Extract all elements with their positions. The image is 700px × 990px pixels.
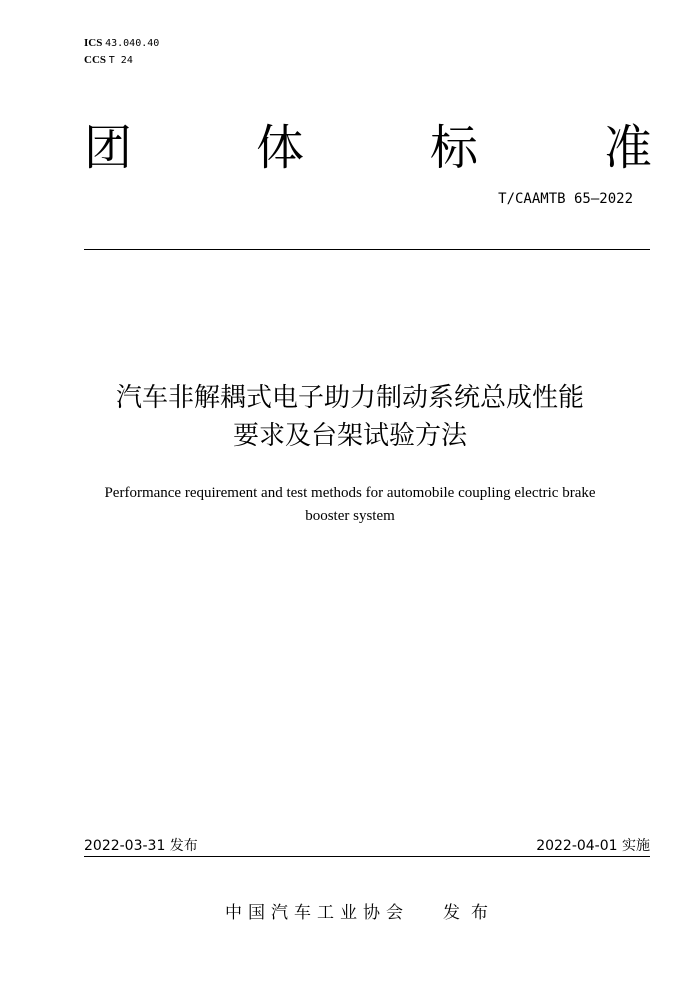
issued-label: 发布 — [443, 903, 499, 923]
ics-code — [84, 35, 159, 52]
ics-label: ICS — [84, 37, 103, 49]
chinese-title-line-1: 汽车非解耦式电子助力制动系统总成性能 — [115, 383, 584, 413]
chinese-title-line-2: 要求及台架试验方法 — [232, 421, 467, 451]
standard-type-heading — [84, 118, 654, 180]
issuing-organization: 中国汽车工业协会 — [225, 903, 409, 923]
ccs-value: T 24 — [108, 55, 133, 66]
english-title-line-1: Performance requirement and test methods for automobile coupling electric brake — [104, 485, 596, 501]
top-divider — [84, 249, 650, 250]
heading-char: 团 — [84, 120, 133, 176]
publish-date: 2022-03-31 发布 — [84, 838, 198, 854]
heading-char: 体 — [256, 120, 305, 176]
english-title-line-2: booster system — [305, 508, 395, 524]
heading-char: 标 — [430, 120, 479, 176]
standard-number: T/CAAMTB 65—2022 — [498, 191, 633, 207]
implementation-date: 2022-04-01 实施 — [536, 838, 650, 854]
ccs-label: CCS — [84, 54, 107, 66]
bottom-divider — [84, 856, 650, 857]
heading-char: 准 — [604, 120, 653, 176]
ccs-code — [84, 52, 133, 69]
ics-value: 43.040.40 — [105, 38, 160, 49]
